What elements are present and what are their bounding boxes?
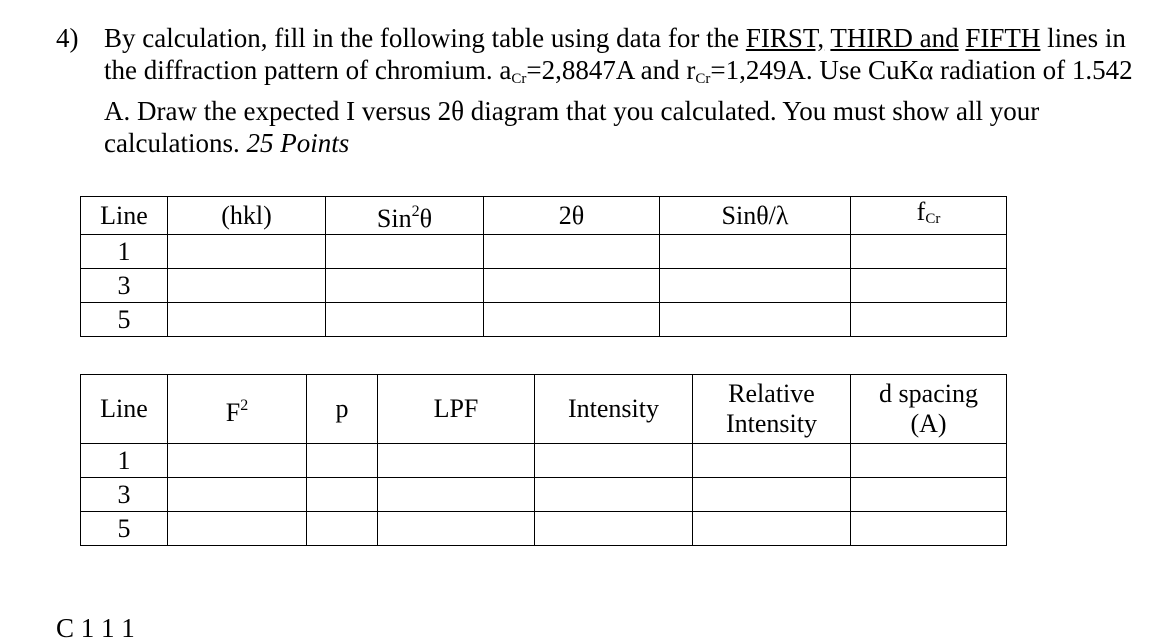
line-number: 3 [81,478,168,512]
table-header-row [81,197,1007,235]
line-number: 5 [81,303,168,337]
header-p: p [307,375,378,444]
lpf-cell[interactable] [378,478,535,512]
question-text-part: By calculation, fill in the following table using data for the [104,23,740,53]
theta-text: θ [419,204,433,233]
relative-intensity-cell[interactable] [693,444,851,478]
f-squared-cell[interactable] [168,478,307,512]
header-sin2theta [326,197,484,235]
header-line: Line [81,197,168,235]
header-text-line: (A) [910,409,947,438]
header-sin-theta-over-lambda: Sinθ/λ [660,197,851,235]
subscript-cr: Cr [695,71,711,87]
sin-theta-lambda-cell[interactable] [660,303,851,337]
third-underlined: THIRD and [830,23,959,53]
header-f-squared [168,375,307,444]
header-text-line: Relative [728,379,815,408]
subscript-cr: Cr [511,71,527,87]
header-text-line: d spacing [879,379,978,408]
f-cr-cell[interactable] [851,235,1007,269]
header-d-spacing [851,375,1007,444]
hkl-cell[interactable] [168,235,326,269]
question-number: 4) [56,23,79,53]
subscript-cr: Cr [925,211,941,227]
d-spacing-cell[interactable] [851,478,1007,512]
f-cr-cell[interactable] [851,269,1007,303]
header-text-line: Intensity [726,409,817,438]
p-cell[interactable] [307,478,378,512]
table-row [81,303,1007,337]
superscript-2: 2 [240,396,249,414]
p-cell[interactable] [307,444,378,478]
table-header-row [81,375,1007,444]
d-spacing-cell[interactable] [851,444,1007,478]
header-f-cr [851,197,1007,235]
header-line: Line [81,375,168,444]
sin2theta-cell[interactable] [326,269,484,303]
table-row [81,478,1007,512]
p-cell[interactable] [307,512,378,546]
hkl-cell[interactable] [168,269,326,303]
sin2theta-cell[interactable] [326,235,484,269]
header-hkl: (hkl) [168,197,326,235]
relative-intensity-cell[interactable] [693,478,851,512]
f-cr-cell[interactable] [851,303,1007,337]
calculation-table-2 [80,374,1007,546]
lpf-cell[interactable] [378,512,535,546]
two-theta-cell[interactable] [484,269,660,303]
points-label: 25 Points [246,128,350,158]
line-number: 5 [81,512,168,546]
header-lpf: LPF [378,375,535,444]
header-intensity: Intensity [535,375,693,444]
line-number: 3 [81,269,168,303]
hkl-cell[interactable] [168,303,326,337]
f-squared-cell[interactable] [168,512,307,546]
table-row [81,444,1007,478]
cut-off-text: C 1 1 1 [56,613,135,643]
sin-text: Sin [376,204,412,233]
lpf-cell[interactable] [378,444,535,478]
calculation-table-1 [80,196,1007,337]
sin-theta-lambda-cell[interactable] [660,269,851,303]
header-two-theta: 2θ [484,197,660,235]
question-text-part: lines in the diffraction pattern of chromium. a [104,23,1126,85]
question-text-part: =2,8847A and r [526,55,696,85]
two-theta-cell[interactable] [484,235,660,269]
relative-intensity-cell[interactable] [693,512,851,546]
first-underlined: FIRST, [745,23,825,53]
intensity-cell[interactable] [535,444,693,478]
header-relative-intensity [693,375,851,444]
superscript-2: 2 [411,203,420,220]
table-row [81,235,1007,269]
line-number: 1 [81,235,168,269]
table-row [81,269,1007,303]
f-text: F [225,397,241,427]
sin2theta-cell[interactable] [326,303,484,337]
intensity-cell[interactable] [535,478,693,512]
table-row [81,512,1007,546]
two-theta-cell[interactable] [484,303,660,337]
line-number: 1 [81,444,168,478]
f-text: f [916,197,926,226]
question-text [104,22,1136,159]
intensity-cell[interactable] [535,512,693,546]
sin-theta-lambda-cell[interactable] [660,235,851,269]
fifth-underlined: FIFTH [965,23,1041,53]
question-block [56,22,1136,159]
d-spacing-cell[interactable] [851,512,1007,546]
question-text-part: =1,249A. Use CuKα radiation of 1.542 A. Draw the expected I versus 2θ diagram that you calculated. You must show all your calculations. [104,55,1133,158]
f-squared-cell[interactable] [168,444,307,478]
